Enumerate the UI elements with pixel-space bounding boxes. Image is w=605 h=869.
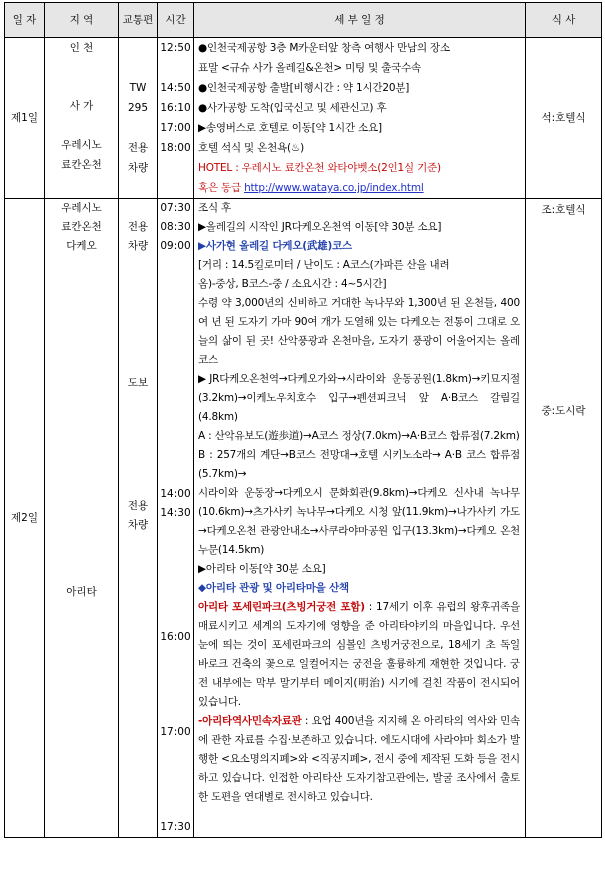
hotel-alt: 혹은 동급 (198, 182, 241, 194)
hotel-link[interactable]: http://www.wataya.co.jp/index.html (244, 182, 424, 194)
detail-line: [거리 : 14.5킬로미터 / 난이도 : A코스(가파른 산을 내려 (198, 259, 450, 271)
meal-breakfast: 조:호텔식 (541, 204, 586, 216)
folk-museum-text: : 요업 400년을 지지해 온 아리타의 역사와 민속에 관한 자료를 수집·보존하고 있습니다. 에도시대에 사라야마 회소가 발행한 <요소명의지폐>와 <직공지폐>, 전시 중에 제작된 도화 등을 전시하고 있습니다. 인접한 아리타산 도자기참고관에는, 발굴 조사에서 출토한 도편을 연대별로 전시하고 있습니다. (198, 715, 520, 803)
header-day: 일 자 (5, 3, 45, 38)
day2-transport (119, 199, 158, 838)
time-item: 07:30 (160, 202, 191, 214)
header-transport: 교통편 (119, 3, 158, 38)
region-item: 사 가 (69, 100, 94, 112)
detail-line: 옴)-중상, B코스-중 / 소요시간 : 4~5시간] (198, 278, 387, 290)
day1-label: 제1일 (5, 38, 45, 199)
transport-item: 차량 (127, 162, 149, 174)
region-item: 료칸온천 (61, 221, 102, 233)
transport-item: TW (129, 82, 147, 94)
day2-times (158, 199, 194, 838)
detail-line: ▶송영버스로 호텔로 이동[약 1시간 소요] (198, 122, 382, 134)
detail-paragraph: A : 산악유보도(遊歩道)→A코스 정상(7.0km)→A·B코스 합류점(7.2km) (198, 430, 520, 442)
detail-line: 조식 후 (198, 202, 231, 214)
time-item: 08:30 (160, 221, 191, 233)
porcelain-park-text: : 17세기 이후 유럽의 왕후귀족을 매료시키고 세계의 도자기에 영향을 준 아리타야키의 마을입니다. 우선 눈에 띄는 것이 포세린파크의 심볼인 츠빙거궁전으로, 18세기 초 독일 바로크 건축의 꽃으로 일컬어지는 궁전을 훌륭하게 재현한 것입니다. 궁전 내부에는 막부 말기부터 메이지(明治) 시기에 걸친 작품이 전시되어 있습니다. (198, 601, 520, 708)
detail-paragraph: 수령 약 3,000년의 신비하고 거대한 녹나무와 1,300년 된 온천들, 400여 년 된 도자기 가마 90여 개가 도열해 있는 다케오는 전통이 그대로 오늘의 삶이 된 곳! 산악풍광과 온천마을, 도자기 풍광이 어울어지는 올레 코스 (198, 297, 520, 366)
day2-row (5, 199, 602, 838)
detail-line: ●인천국제공항 출발[비행시간 : 약 1시간20분] (198, 82, 410, 94)
detail-paragraph: 시라이와 운동장→다케오시 문화회관(9.8km)→다케오 신사내 녹나무(10.6km)→츠가사키 녹나무→다케오 시청 앞(11.9km)→나가사키 가도→다케오온천 관광안내소→사쿠라야마공원 입구(13.3km)→다케오 온천 누문(14.5km) (198, 487, 520, 556)
time-item: 12:50 (160, 42, 191, 54)
porcelain-park-paragraph (198, 598, 520, 712)
transport-item: 차량 (127, 519, 149, 531)
header-detail: 세 부 일 정 (194, 3, 526, 38)
detail-line: 표말 <규슈 사가 올레길&온천> 미팅 및 출국수속 (198, 62, 421, 74)
region-item: 료칸온천 (61, 159, 102, 171)
transport-item: 295 (127, 102, 149, 114)
time-item: 17:00 (160, 726, 191, 738)
time-item: 16:10 (160, 102, 191, 114)
detail-line: ▶올레길의 시작인 JR다케오온천역 이동[약 30분 소요] (198, 221, 442, 233)
day1-row (5, 38, 602, 199)
time-item: 14:50 (160, 82, 191, 94)
header-region: 지 역 (45, 3, 119, 38)
day1-times (158, 38, 194, 199)
time-item: 17:00 (160, 122, 191, 134)
transport-item: 차량 (127, 240, 149, 252)
meal-dinner: 석:호텔식 (541, 111, 586, 124)
day2-detail (194, 199, 526, 838)
region-item: 우레시노 (61, 202, 102, 214)
meal-lunch: 중:도시락 (541, 405, 586, 417)
day2-region (45, 199, 119, 838)
detail-line: ●인천국제공항 3층 M카운터앞 창측 여행사 만남의 장소 (198, 42, 450, 54)
header-meal: 식 사 (526, 3, 602, 38)
region-item: 인 천 (69, 42, 94, 54)
itinerary-table (4, 2, 602, 838)
course-title: ▶사가현 올레길 다케오(武雄)코스 (198, 240, 352, 252)
detail-line: 호텔 석식 및 온천욕(♨) (198, 142, 304, 154)
transport-item: 전용 (127, 500, 149, 512)
transport-item: 전용 (127, 142, 149, 154)
time-item: 09:00 (160, 240, 191, 252)
day1-transport (119, 38, 158, 199)
time-item: 17:30 (160, 821, 191, 833)
transport-item: 전용 (127, 221, 149, 233)
porcelain-park-heading: 아리타 포세린파크(츠빙거궁전 포함) (198, 601, 365, 613)
folk-museum-paragraph (198, 712, 520, 807)
detail-paragraph: ▶JR다케오온천역→다케오가와→시라이와 운동공원(1.8km)→키묘지절(3.2km)→이케노우치호수 입구→펜션피크닉 앞 A·B코스 갈림길(4.8km) (198, 373, 520, 423)
region-item: 우레시노 (61, 139, 102, 151)
day1-detail (194, 38, 526, 199)
detail-line: ●사가공항 도착(입국신고 및 세관신고) 후 (198, 102, 387, 114)
region-item: 다케오 (66, 240, 97, 252)
hotel-info: HOTEL : 우레시노 료칸온천 와타야벳소(2인1실 기준) (198, 162, 441, 174)
time-item: 14:30 (160, 507, 191, 519)
time-item: 16:00 (160, 631, 191, 643)
region-item: 아리타 (66, 586, 97, 598)
arita-title: ◆아리타 관광 및 아리타마을 산책 (198, 582, 349, 594)
day2-meal (526, 199, 602, 838)
day1-meal (526, 38, 602, 199)
transport-walk: 도보 (127, 377, 149, 389)
detail-line: ▶아리타 이동[약 30분 소요] (198, 563, 326, 575)
day2-label: 제2일 (5, 199, 45, 838)
header-row (5, 3, 602, 38)
time-item: 14:00 (160, 488, 191, 500)
folk-museum-heading: -아리타역사민속자료관 (198, 715, 302, 727)
time-item: 18:00 (160, 142, 191, 154)
day1-region (45, 38, 119, 199)
header-time: 시간 (158, 3, 194, 38)
detail-paragraph: B : 257개의 계단→B코스 전망대→호텔 시키노소라→ A·B 코스 합류점(5.7km)→ (198, 449, 520, 480)
